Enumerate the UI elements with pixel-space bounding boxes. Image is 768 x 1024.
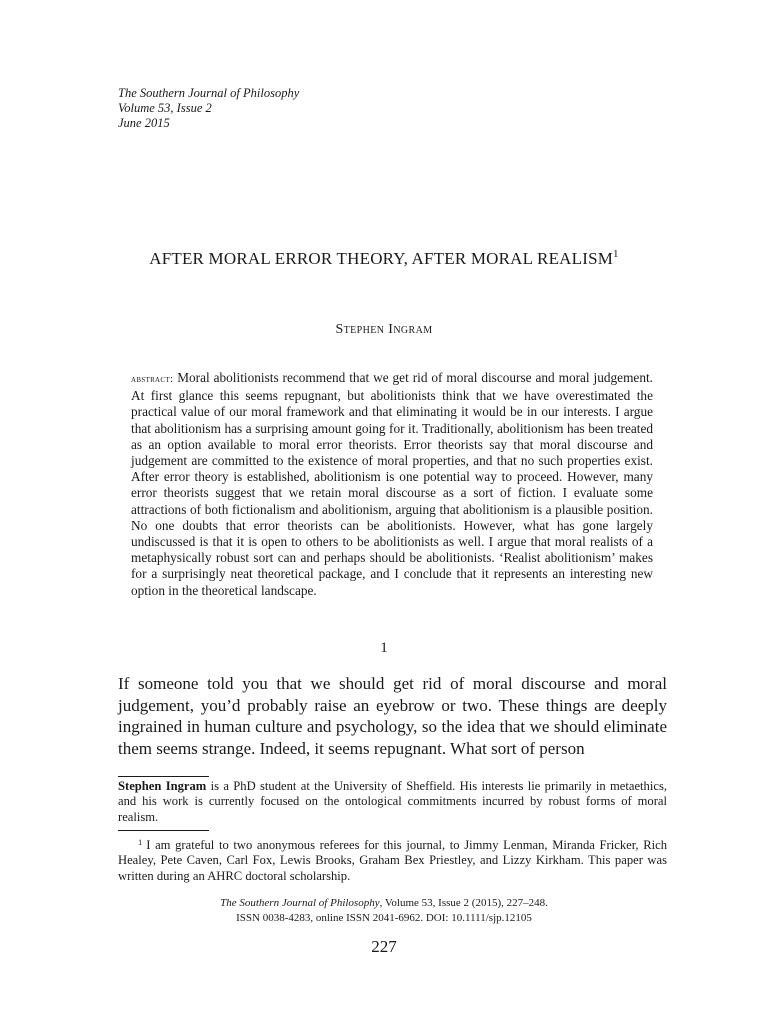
citation-line-1 <box>0 896 768 911</box>
citation-details: , Volume 53, Issue 2 (2015), 227–248. <box>379 897 548 909</box>
article-title-text: AFTER MORAL ERROR THEORY, AFTER MORAL REALISM <box>149 249 614 268</box>
abstract-label: abstract: <box>131 374 174 385</box>
page-number: 227 <box>371 937 397 956</box>
footnote-mark: 1 <box>138 837 143 847</box>
author-name: Stephen Ingram <box>335 322 433 337</box>
footnote-divider <box>118 776 209 777</box>
body-paragraph: If someone told you that we should get rid of moral discourse and moral judgement, you’d probably raise an eyebrow or two. These things are deeply ingrained in human culture and psychology, so the idea that we should eliminate them seems strange. Indeed, it seems repugnant. What sort of person <box>118 674 667 758</box>
article-title <box>100 248 668 270</box>
citation-line-2: ISSN 0038-4283, online ISSN 2041-6962. DOI: 10.1111/sjp.12105 <box>236 911 532 924</box>
footnote-text: I am grateful to two anonymous referees for this journal, to Jimmy Lenman, Miranda Fricker, Rich Healey, Pete Caven, Carl Fox, Lewis Brooks, Graham Bex Priestley, and Lizzy Kirkham. This paper was written during an AHRC doctoral scholarship. <box>118 838 667 883</box>
author-note <box>118 779 667 825</box>
author-note-text: is a PhD student at the University of Sheffield. His interests lie primarily in metaethics, and his work is currently focused on the ontological commitments incurred by robust forms of moral realism. <box>118 779 667 824</box>
footnote-divider <box>118 830 209 831</box>
footnote <box>118 838 667 884</box>
title-footnote-mark[interactable]: 1 <box>613 248 619 260</box>
journal-name: The Southern Journal of Philosophy <box>118 86 300 100</box>
author-note-name: Stephen Ingram <box>118 779 207 793</box>
section-number: 1 <box>380 640 388 656</box>
journal-date: June 2015 <box>118 116 170 130</box>
citation <box>0 896 768 925</box>
abstract <box>131 370 653 599</box>
citation-journal: The Southern Journal of Philosophy <box>220 897 380 909</box>
journal-volume-issue: Volume 53, Issue 2 <box>118 101 212 115</box>
journal-info <box>118 86 299 131</box>
abstract-text: Moral abolitionists recommend that we get rid of moral discourse and moral judgement. At first glance this seems repugnant, but abolitionists think that we have overestimated the practical value of our moral framework and that eliminating it would be in our interests. I argue that abolitionism has a surprising amount going for it. Traditionally, abolitionism has been treated as an option available to moral error theorists. Error theorists say that moral discourse and judgement are committed to the existence of moral properties, and that no such properties exist. After error theory is established, abolitionism is one potential way to proceed. However, many error theorists suggest that we retain moral discourse as a sort of fiction. I evaluate some attractions of both fictionalism and abolitionism, arguing that abolitionism is a plausible position. No one doubts that error theorists can be abolitionists. However, what has gone largely undiscussed is that it is open to others to be abolitionists as well. I argue that moral realists of a metaphysically robust sort can and perhaps should be abolitionists. ‘Realist abolitionism’ makes for a surprisingly neat theoretical package, and I conclude that it represents an interesting new option in the theoretical landscape. <box>131 370 653 598</box>
